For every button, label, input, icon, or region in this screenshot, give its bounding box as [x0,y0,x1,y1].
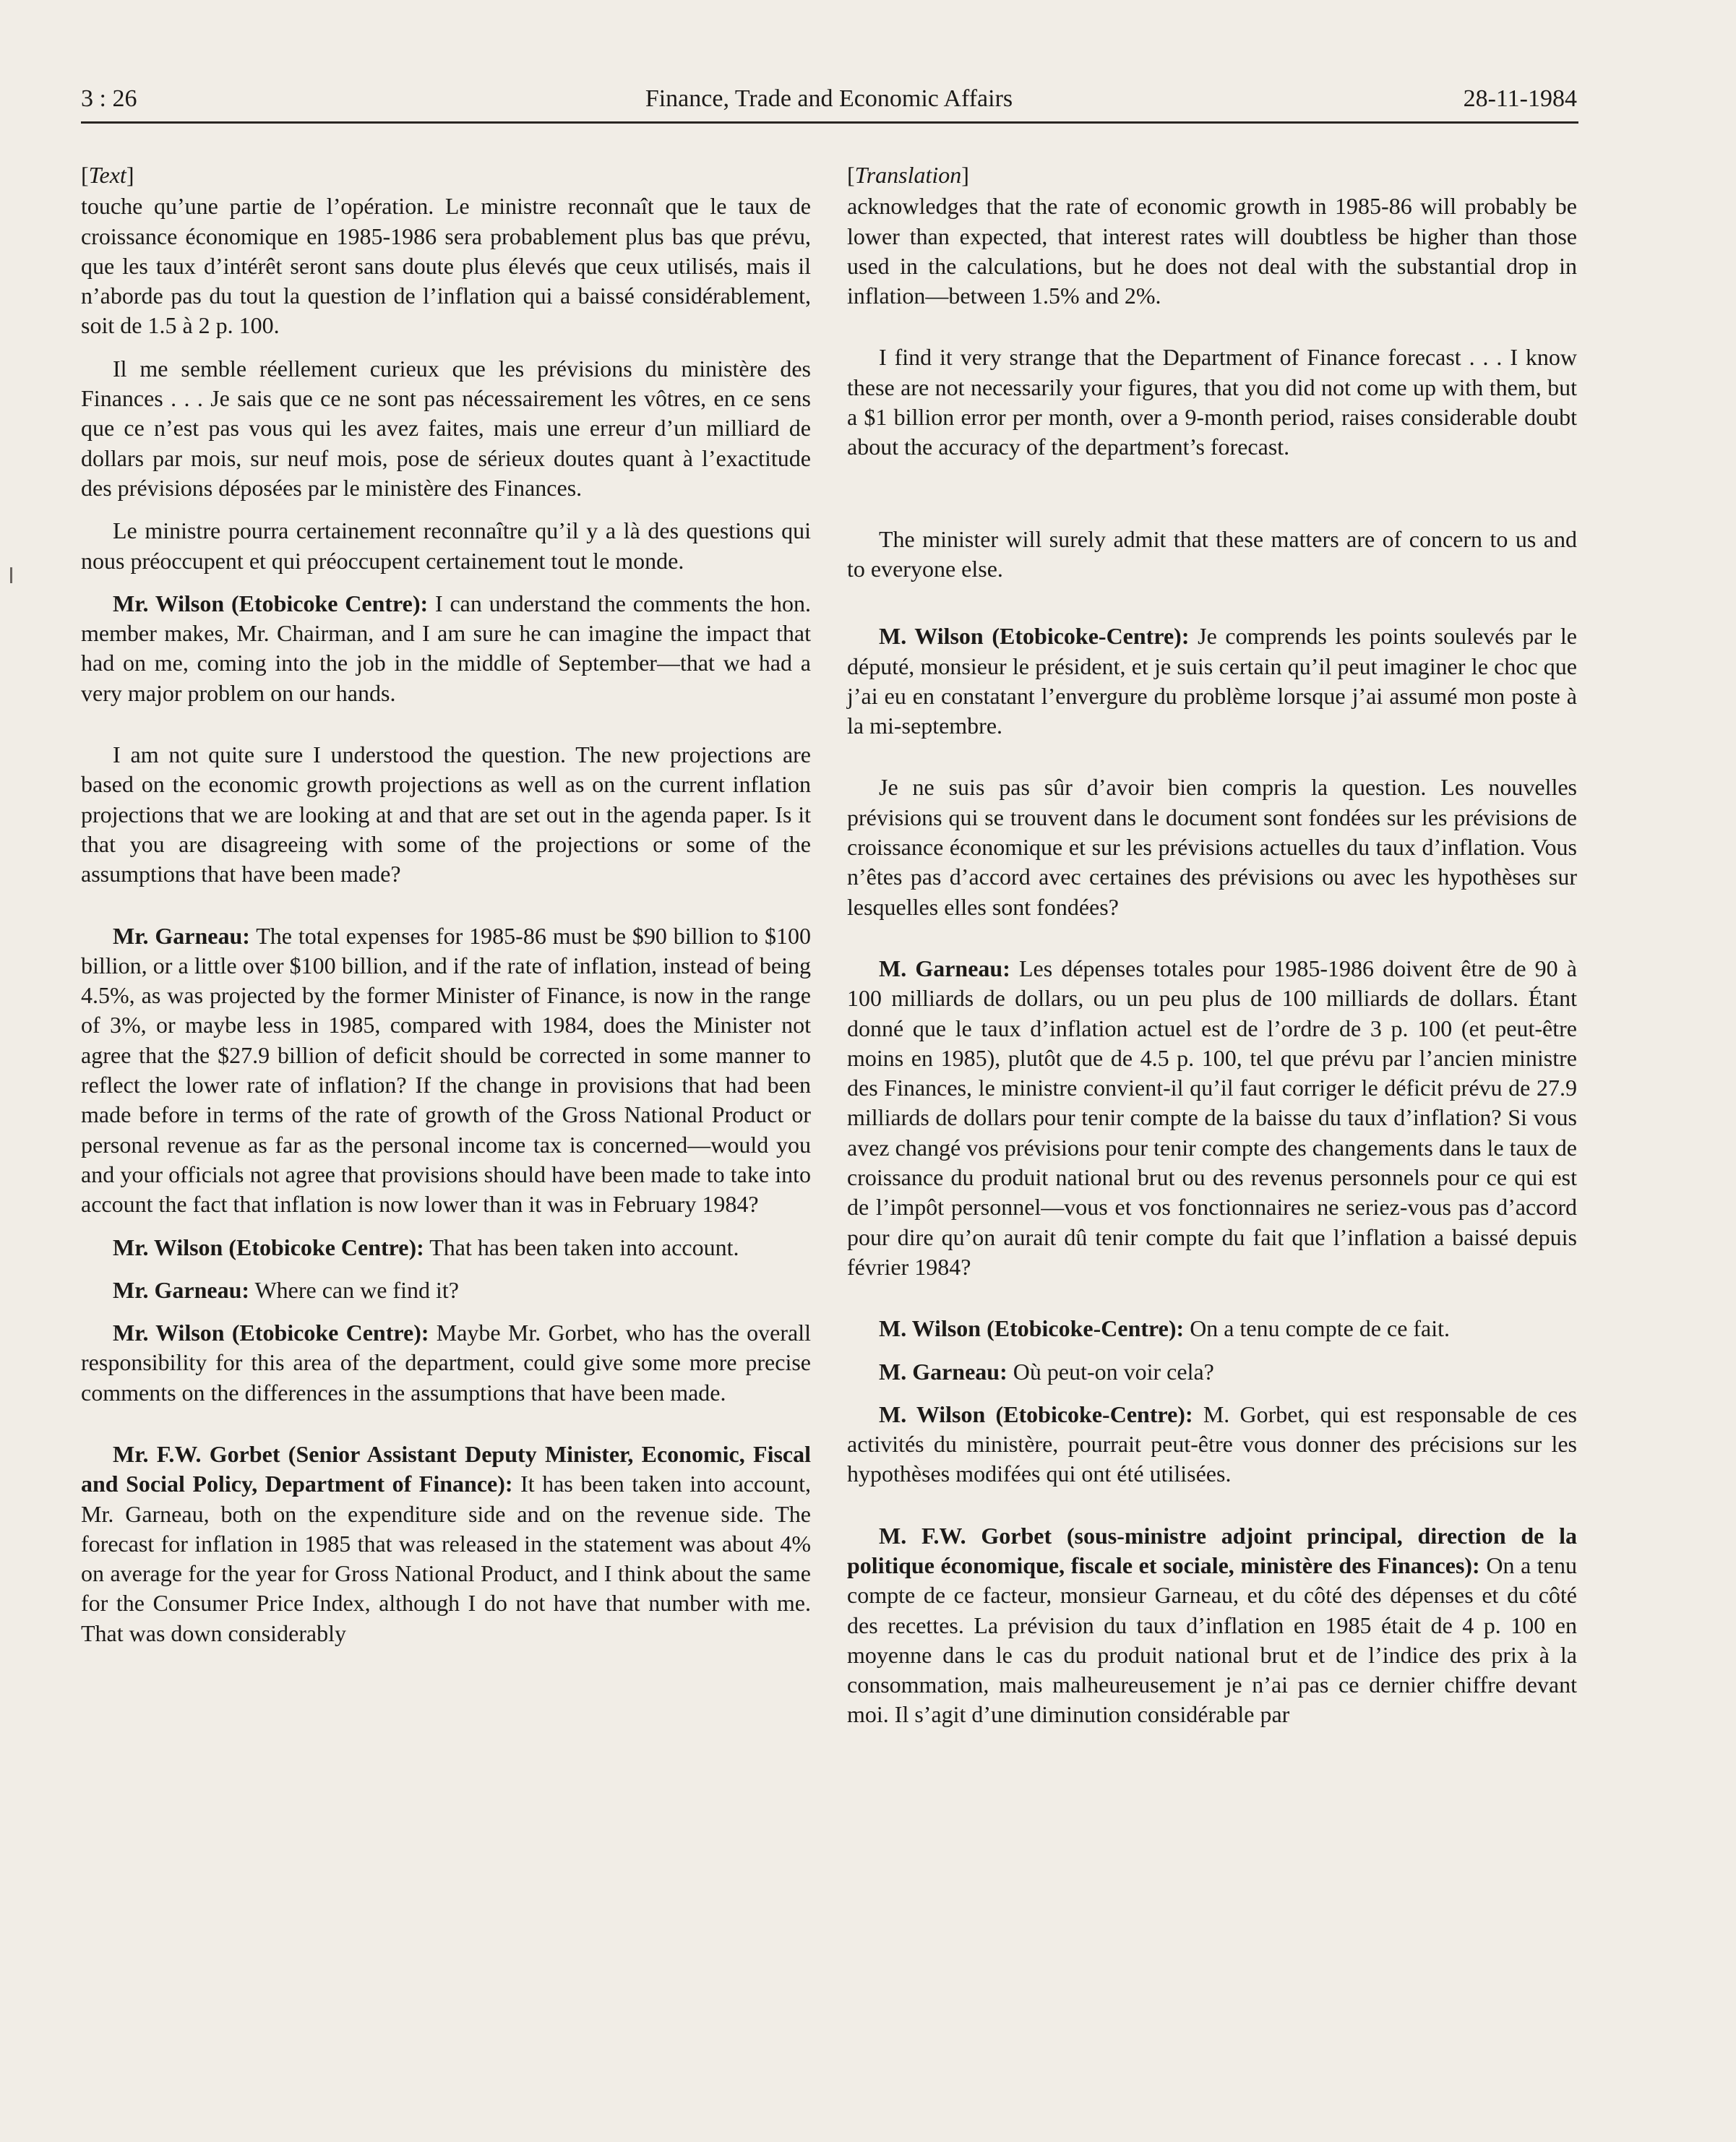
paragraph: Le ministre pourra certainement reconnaître qu’il y a là des questions qui nous préoccupent et qui préoccupent certainement tout le monde. [81,517,811,574]
speaker: M. Wilson (Etobicoke-Centre): [879,623,1190,650]
paragraph: acknowledges that the rate of economic growth in 1985-86 will probably be lower than expected, that interest rates will doubtless be higher than those used in the calculations, but he does not deal with the substantial drop in inflation—between 1.5% and 2%. [847,193,1577,309]
paragraph: Mr. Wilson (Etobicoke Centre): I can understand the comments the hon. member makes, Mr. Chairman, and I am sure he can imagine the impact that had on me, coming into the job in the middle of September—that we had a very major problem on our hands. [81,590,812,706]
paragraph: Mr. Garneau: Where can we find it? [113,1276,459,1303]
left-column [81,160,811,1661]
column-tag: [Text] [81,162,134,188]
header-rule [81,121,1578,124]
paragraph: The minister will surely admit that these matters are of concern to us and to everyone else. [847,525,1577,582]
paragraph: Mr. Wilson (Etobicoke Centre): That has been taken into account. [113,1234,739,1260]
right-column [847,160,1577,1743]
speaker: Mr. Wilson (Etobicoke Centre): [113,1320,429,1346]
speaker: Mr. Wilson (Etobicoke Centre): [113,1234,424,1260]
paragraph: Mr. Garneau: The total expenses for 1985-86 must be $90 billion to $100 billion, or a little over $100 billion, and if the rate of inflation, instead of being 4.5%, as was projected by the former Minister of Finance, is now in the range of 3%, or maybe less in 1985, compared with 1984, does the Minister not agree that the $27.9 billion of deficit should be corrected in some manner to reflect the lower rate of inflation? If the change in provisions that had been made before in terms of the rate of growth of the Gross National Product or personal revenue as far as the personal income tax is concerned—would you and your officials not agree that provisions should have been made to take into account the fact that inflation is now lower than it was in February 1984? [81,922,812,1218]
speaker: M. Garneau: [879,1358,1007,1385]
page-title: Finance, Trade and Economic Affairs [645,85,1013,112]
speaker: M. F.W. Gorbet (sous-ministre adjoint principal, direction de la politique économique, fiscale et sociale, ministère des Finances): [847,1522,1577,1578]
paragraph: Je ne suis pas sûr d’avoir bien compris la question. Les nouvelles prévisions qui se trouvent dans le document sont fondées sur les prévisions de croissance économique et sur les prévisions actuelles du taux d’inflation. Vous n’êtes pas d’accord avec certaines des prévisions ou avec les hypothèses sur lesquelles elles sont fondées? [847,774,1577,920]
paragraph: touche qu’une partie de l’opération. Le ministre reconnaît que le taux de croissance économique en 1985-1986 sera probablement plus bas que prévu, que les taux d’intérêt seront sans doute plus élevés que ceux utilisés, mais il n’aborde pas du tout la question de l’inflation qui a baissé considérablement, soit de 1.5 à 2 p. 100. [81,193,811,339]
margin-mark [10,567,12,583]
paragraph: Mr. Wilson (Etobicoke Centre): Maybe Mr. Gorbet, who has the overall responsibility for this area of the department, could give some more precise comments on the differences in the assumptions that have been made. [81,1320,812,1406]
paragraph: I am not quite sure I understood the question. The new projections are based on the economic growth projections as well as on the current inflation projections that we are looking at and that are set out in the agenda paper. Is it that you are disagreeing with some of the projections or some of the assumptions that have been made? [81,741,811,887]
paragraph: M. Garneau: Les dépenses totales pour 1985-1986 doivent être de 90 à 100 milliards de dollars, ou un peu plus de 100 milliards de dollars. Étant donné que le taux d’inflation actuel est de l’ordre de 3 p. 100 (et peut-être moins en 1985), plutôt que de 4.5 p. 100, tel que prévu par l’ancien ministre des Finances, le ministre convient-il qu’il faut corriger le déficit prévu de 27.9 milliards de dollars pour tenir compte de la baisse du taux d’inflation? Si vous avez changé vos prévisions pour tenir compte des changements dans le taux de croissance du produit national brut ou des revenus personnels pour ce qui est de l’impôt personnel—vous et vos fonctionnaires ne seriez-vous pas d’accord pour dire qu’on aurait dû tenir compte du fait que l’inflation a baissé depuis février 1984? [847,955,1578,1280]
paragraph: M. Wilson (Etobicoke-Centre): M. Gorbet, qui est responsable de ces activités du ministère, pourrait peut-être vous donner des précisions sur les hypothèses modifées qui ont été utilisées. [847,1401,1578,1487]
speaker: M. Wilson (Etobicoke-Centre): [879,1315,1185,1342]
column-tag: [Translation] [847,162,969,188]
paragraph: M. F.W. Gorbet (sous-ministre adjoint principal, direction de la politique économique, fiscale et sociale, ministère des Finances): On a tenu compte de ce facteur, monsieur Garneau, et du côté des dépenses et du côté des recettes. La prévision du taux d’inflation en 1985 était de 4 p. 100 en moyenne dans le cas du produit national brut et de l’indice des prix à la consommation, mais malheureusement je n’ai pas ce dernier chiffre devant moi. Il s’agit d’une diminution considérable par [847,1522,1578,1728]
paragraph: M. Wilson (Etobicoke-Centre): Je comprends les points soulevés par le député, monsieur le président, et je suis certain qu’il peut imaginer le choc que j’ai eu en constatant l’envergure du problème lorsque j’ai assumé mon poste à la mi-septembre. [847,623,1578,739]
paragraph: Mr. F.W. Gorbet (Senior Assistant Deputy Minister, Economic, Fiscal and Social Policy, Department of Finance): It has been taken into account, Mr. Garneau, both on the expenditure side and on the revenue side. The forecast for inflation in 1985 that was released in the statement was about 4% on average for the year for Gross National Product, and I think about the same for the Consumer Price Index, although I do not have that number with me. That was down considerably [81,1440,812,1646]
speaker: M. Garneau: [879,955,1010,981]
speaker: Mr. Garneau: [113,922,250,949]
speaker: Mr. Garneau: [113,1276,250,1303]
speaker: Mr. F.W. Gorbet (Senior Assistant Deputy Minister, Economic, Fiscal and Social Policy, Department of Finance): [81,1440,811,1497]
paragraph: Il me semble réellement curieux que les prévisions du ministère des Finances . . . Je sais que ce ne sont pas nécessairement les vôtres, en ce sens que ce n’est pas vous qui les avez faites, mais une erreur d’un milliard de dollars par mois, sur neuf mois, pose de sérieux doutes quant à l’exactitude des prévisions déposées par le ministère des Finances. [81,355,811,501]
paragraph: I find it very strange that the Department of Finance forecast . . . I know these are not necessarily your figures, that you did not come up with them, but a $1 billion error per month, over a 9-month period, raises considerable doubt about the accuracy of the department’s forecast. [847,344,1577,460]
page-header [81,85,1577,123]
speaker: Mr. Wilson (Etobicoke Centre): [113,590,429,616]
paragraph: M. Garneau: Où peut-on voir cela? [879,1358,1214,1385]
page-number: 3 : 26 [81,85,137,112]
speaker: M. Wilson (Etobicoke-Centre): [879,1401,1193,1427]
page-date: 28-11-1984 [1463,85,1577,112]
paragraph: M. Wilson (Etobicoke-Centre): On a tenu compte de ce fait. [879,1315,1451,1342]
